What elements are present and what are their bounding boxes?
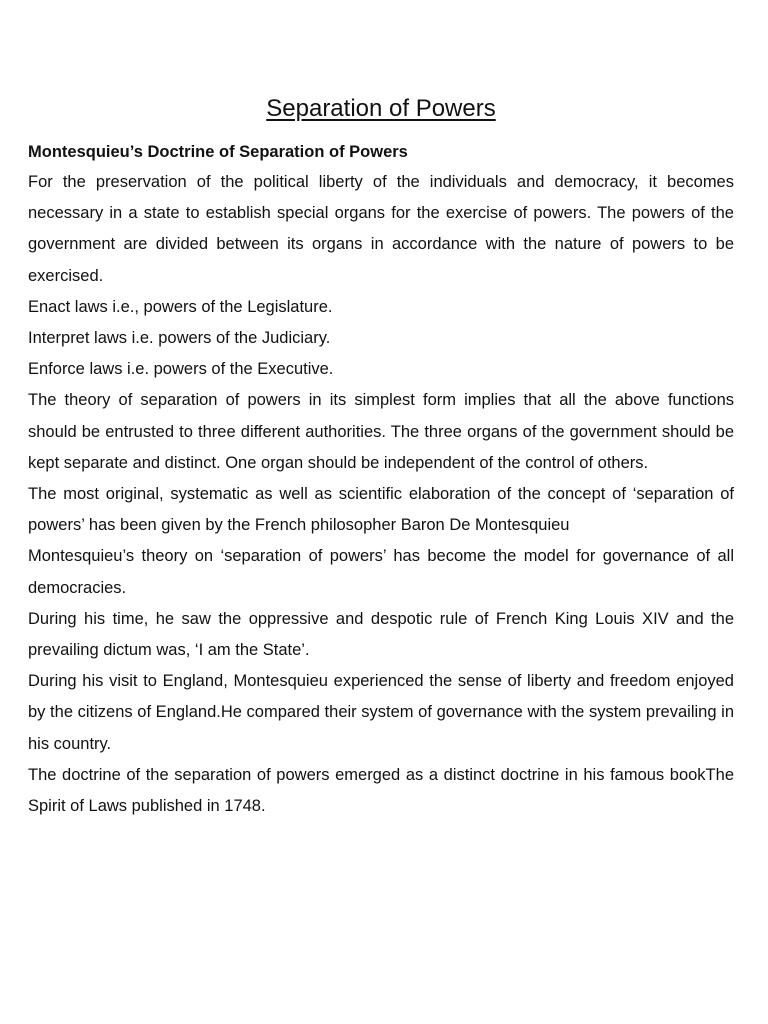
paragraph-england: During his visit to England, Montesquieu experienced the sense of liberty and freedom enjoyed by the citizens of England.He compared their system of governance with the system prevailing in his country. [28, 672, 734, 753]
paragraph-judiciary: Interpret laws i.e. powers of the Judiciary. [28, 329, 331, 348]
section-heading: Montesquieu’s Doctrine of Separation of Powers [28, 143, 408, 161]
paragraph-louis-xiv: During his time, he saw the oppressive and despotic rule of French King Louis XIV and the prevailing dictum was, ‘I am the State’. [28, 609, 734, 660]
paragraph-spirit-of-laws: The doctrine of the separation of powers emerged as a distinct doctrine in his famous bookThe Spirit of Laws published in 1748. [28, 765, 734, 816]
paragraph-executive: Enforce laws i.e. powers of the Executive. [28, 360, 334, 379]
paragraph-model: Montesquieu’s theory on ‘separation of powers’ has become the model for governance of all democracies. [28, 547, 734, 597]
paragraph-theory: The theory of separation of powers in its simplest form implies that all the above functions should be entrusted to three different authorities. The three organs of the government should be kept separate and distinct. One organ should be independent of the control of others. [28, 391, 734, 472]
page-title: Separation of Powers [266, 95, 496, 122]
paragraph-legislature: Enact laws i.e., powers of the Legislature. [28, 297, 333, 316]
paragraph-intro: For the preservation of the political liberty of the individuals and democracy, it becomes necessary in a state to establish special organs for the exercise of powers. The powers of the government are divided between its organs in accordance with the nature of powers to be exercised. [28, 173, 734, 285]
document-body [28, 167, 734, 822]
paragraph-elaboration: The most original, systematic as well as scientific elaboration of the concept of ‘separation of powers’ has been given by the French philosopher Baron De Montesquieu [28, 485, 734, 535]
